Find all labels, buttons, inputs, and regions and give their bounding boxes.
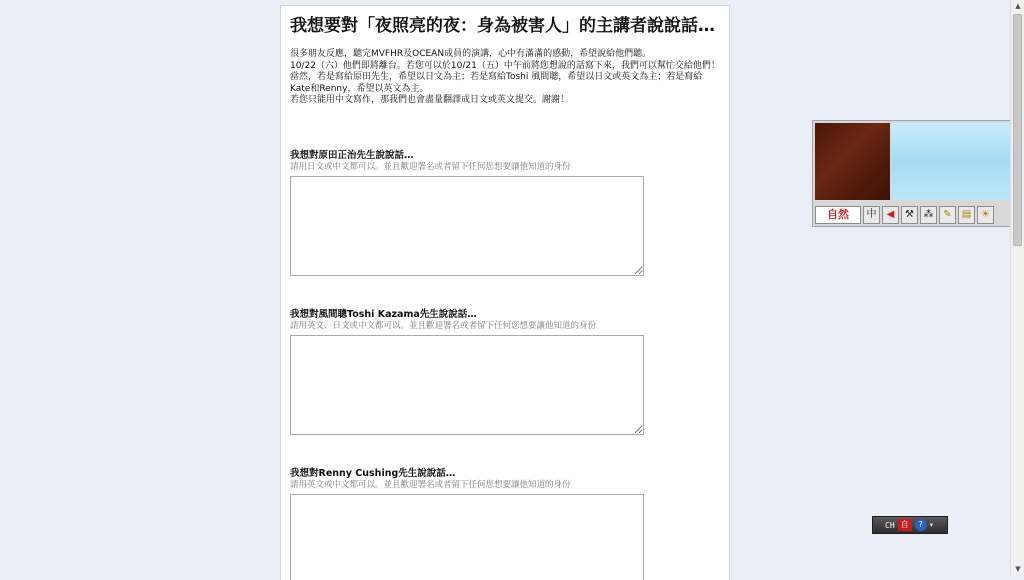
question-title: 我想對風間聰Toshi Kazama先生說說話… [290, 309, 477, 320]
intro-line: 10/22（六）他們即將離台。若您可以於10/21（五）中午前將您想說的話寫下來，我們可以幫忙交給他們！ [290, 60, 720, 71]
ime-skin-image [815, 123, 890, 200]
intro-line: 當然，若是寫給原田先生，希望以日文為主；若是寫給Toshi 風間聰，希望以日文或英文為主；若是寫給Kate和Renny，希望以英文為主。 [290, 72, 703, 94]
language-code[interactable]: CH [885, 520, 895, 530]
scroll-thumb[interactable] [1013, 14, 1022, 246]
form-card [280, 5, 730, 580]
scroll-down-arrow-icon[interactable]: ▼ [1015, 565, 1021, 573]
answer-textarea-cushing[interactable] [290, 494, 644, 580]
ime-panel [812, 120, 1024, 227]
question-cushing [290, 468, 720, 580]
chinese-mode-icon[interactable]: 中 [863, 206, 880, 224]
answer-textarea-harada[interactable] [290, 176, 644, 276]
question-kazama [290, 309, 720, 435]
ime-mode-icon[interactable]: 自 [898, 519, 912, 531]
intro-line: 若您只能用中文寫作，那我們也會盡量翻譯成日文或英文提交。謝謝！ [290, 95, 570, 105]
question-harada [290, 150, 720, 276]
form-title: 我想要對「夜照亮的夜：身為被害人」的主講者說說話… [290, 16, 715, 36]
answer-textarea-kazama[interactable] [290, 335, 644, 435]
tools-icon[interactable]: ⚒ [901, 206, 918, 224]
scroll-up-arrow-icon[interactable]: ▲ [1015, 2, 1021, 10]
ime-toolbar [815, 205, 1024, 225]
pencil-icon[interactable]: ✎ [939, 206, 956, 224]
question-help-text: 請用英文或中文都可以。並且歡迎署名或者留下任何您想要讓他知道的身份 [290, 480, 571, 490]
intro-line: 很多朋友反應，聽完MVFHR及OCEAN成員的演講，心中有滿滿的感動，希望說給他們聽。 [290, 49, 652, 59]
question-help-text: 請用英文、日文或中文都可以。並且歡迎署名或者留下任何您想要讓他知道的身份 [290, 321, 597, 331]
question-title: 我想對Renny Cushing先生說說話… [290, 468, 456, 479]
ime-skin-background [891, 123, 1023, 200]
form-description [290, 49, 720, 107]
arrow-left-icon[interactable]: ◀ [882, 206, 899, 224]
language-bar [872, 516, 948, 534]
ime-logo[interactable]: 自然 [815, 206, 861, 224]
question-title: 我想對原田正治先生說說話… [290, 150, 414, 161]
question-help-text: 請用日文或中文都可以。並且歡迎署名或者留下任何您想要讓他知道的身份 [290, 162, 571, 172]
chevron-down-icon[interactable]: ▾ [929, 521, 934, 529]
document-icon[interactable]: ▤ [958, 206, 975, 224]
lightbulb-icon[interactable]: ☀ [977, 206, 994, 224]
symbols-icon[interactable]: ⁂ [920, 206, 937, 224]
help-icon[interactable]: ? [915, 519, 927, 531]
page-scrollbar[interactable] [1010, 0, 1024, 575]
